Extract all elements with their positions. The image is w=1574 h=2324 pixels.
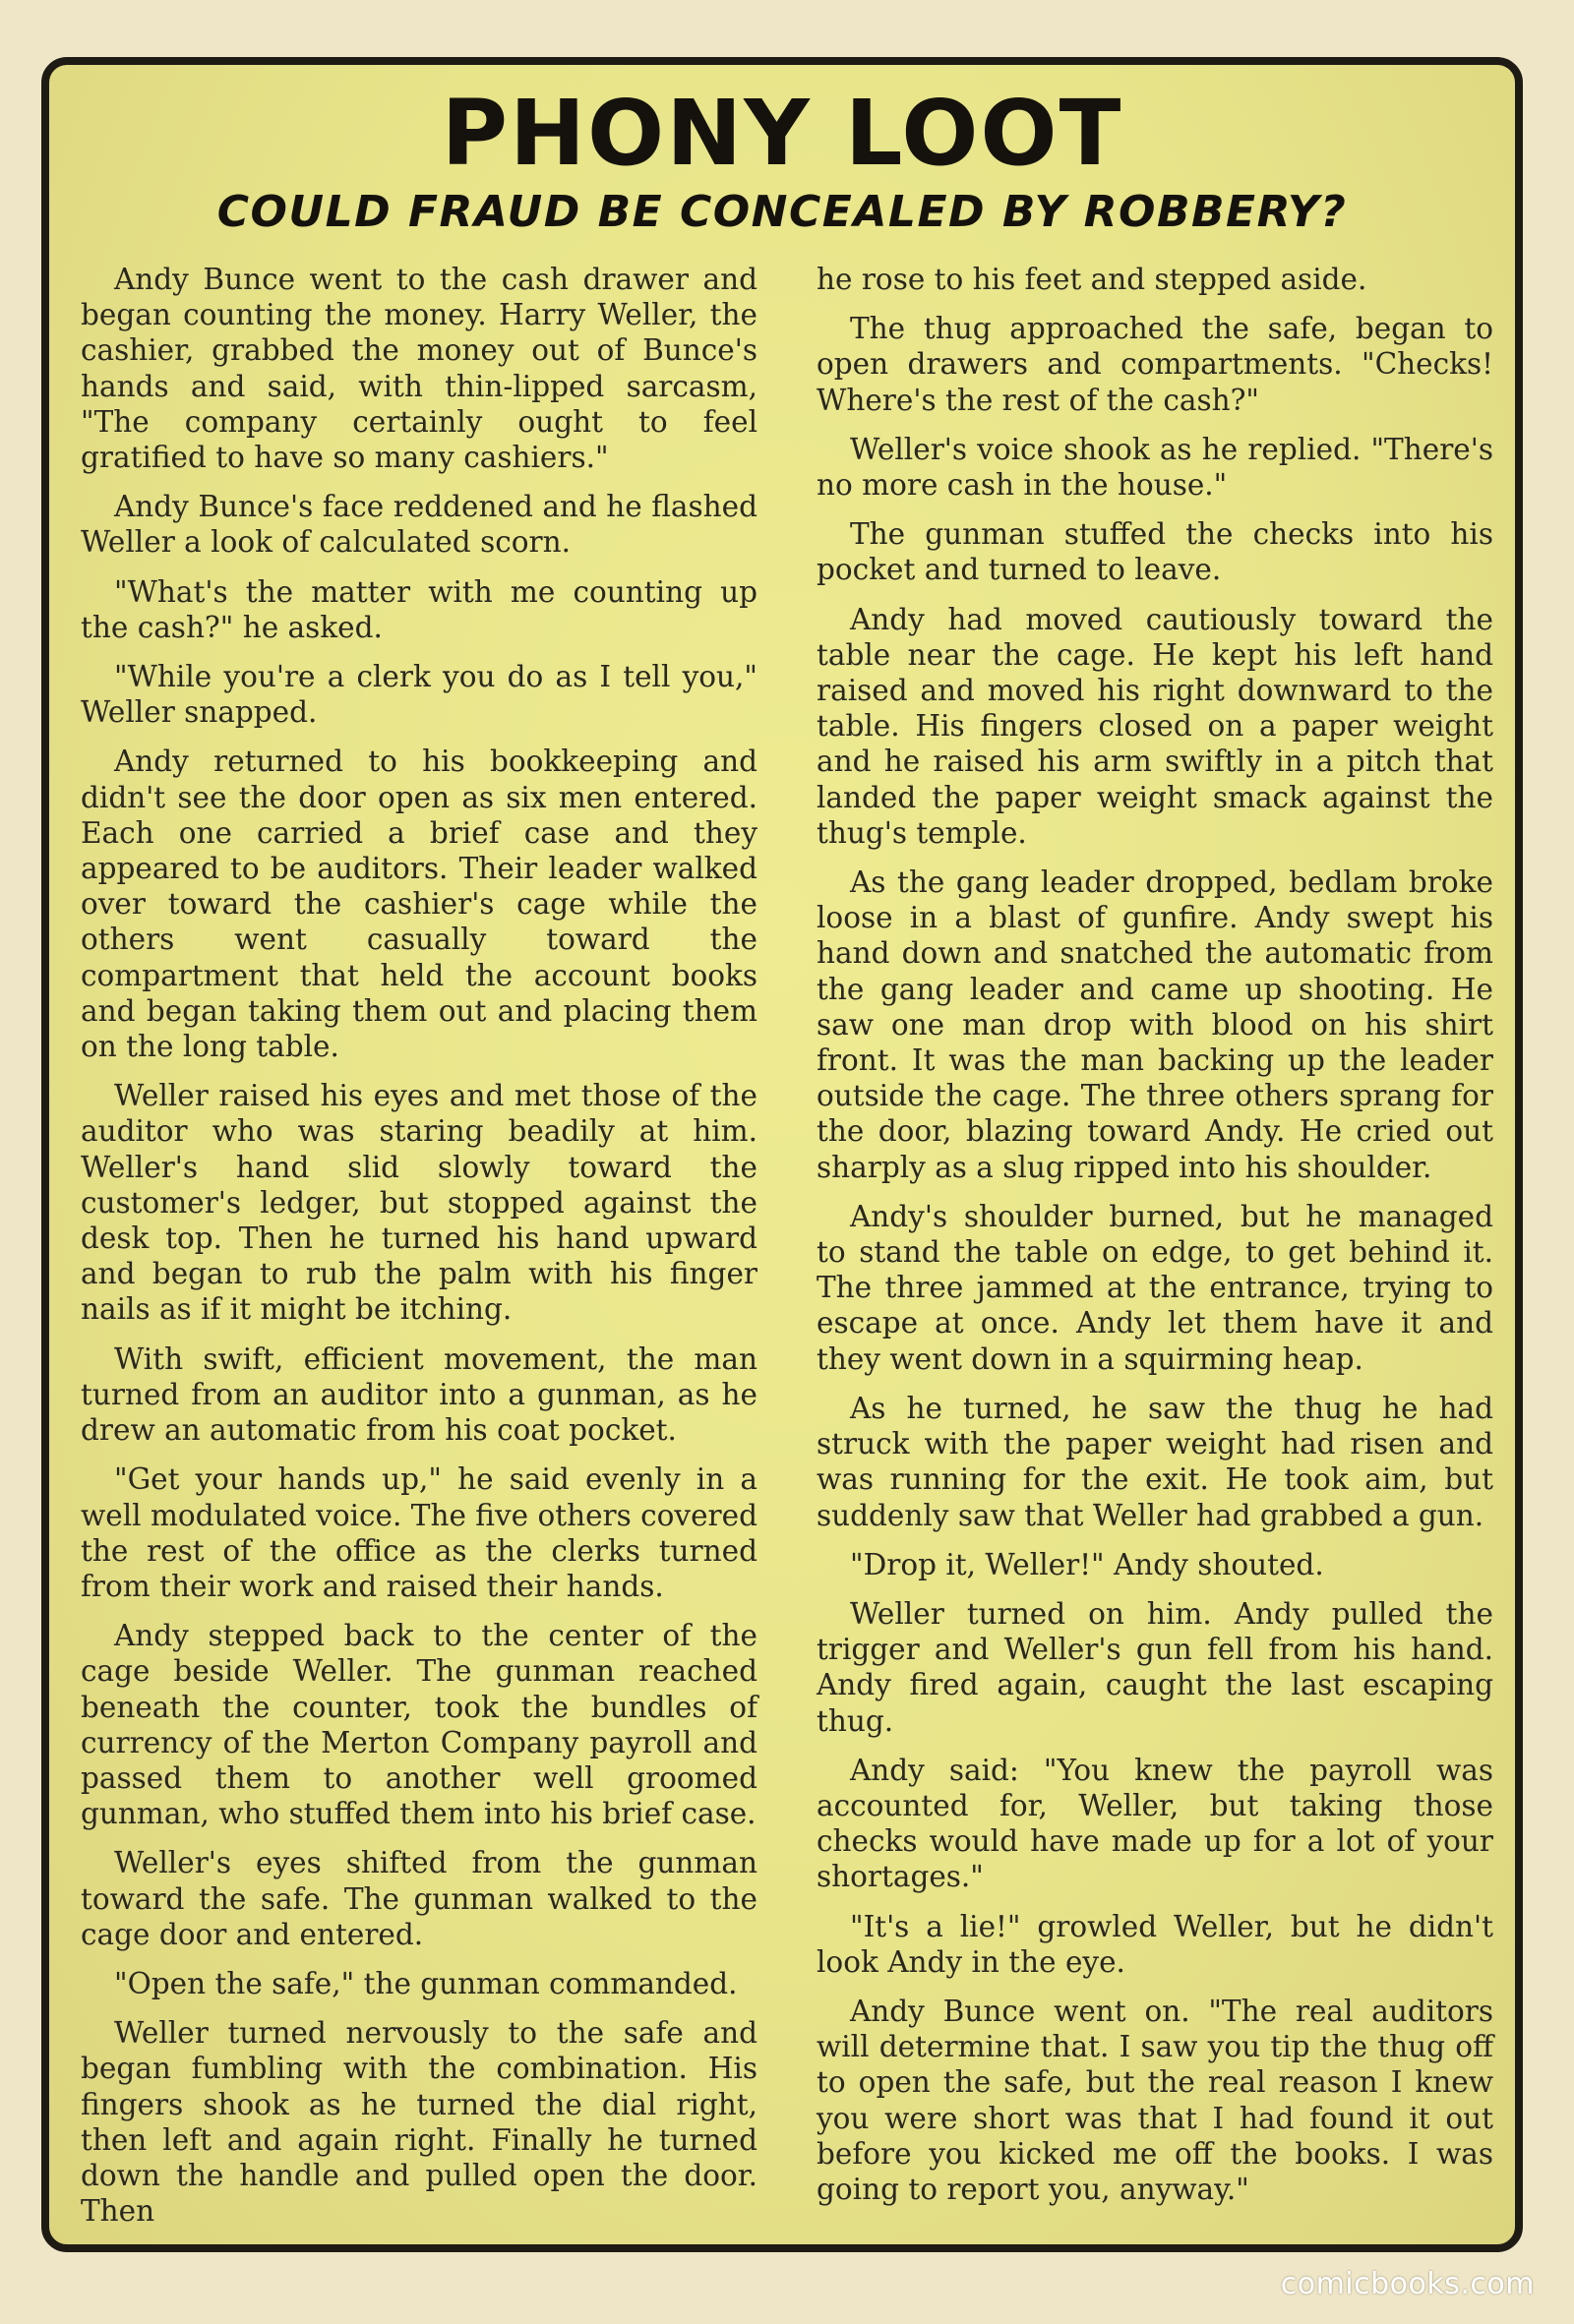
paragraph: Andy's shoulder burned, but he managed to stand the table on edge, to get behind it. The three jammed at the entrance, trying to escape at once. Andy let them have it and they went down in a squirming heap. — [817, 1199, 1493, 1376]
paragraph: "While you're a clerk you do as I tell you," Weller snapped. — [81, 660, 757, 730]
paragraph-continued: he rose to his feet and stepped aside. — [817, 263, 1367, 296]
paragraph: As he turned, he saw the thug he had struck with the paper weight had risen and was running for the exit. He took aim, but suddenly saw that Weller had grabbed a gun. — [817, 1391, 1493, 1532]
left-text-column — [81, 262, 757, 2242]
paragraph: "Get your hands up," he said evenly in a well modulated voice. The five others covered the rest of the office as the clerks turned from their work and raised their hands. — [81, 1462, 757, 1603]
paragraph: With swift, efficient movement, the man turned from an auditor into a gunman, as he drew an automatic from his coat pocket. — [81, 1341, 757, 1448]
right-text-column — [817, 262, 1493, 2221]
paragraph: Andy had moved cautiously toward the table near the cage. He kept his left hand raised and moved his right downward to the table. His fingers closed on a paper weight and he raised his arm swiftly in a pitch that landed the paper weight smack against the thug's temple. — [817, 602, 1493, 850]
paragraph: Andy said: "You knew the payroll was accounted for, Weller, but taking those checks would have made up for a lot of your shortages." — [817, 1753, 1493, 1894]
paragraph: Weller's eyes shifted from the gunman toward the safe. The gunman walked to the cage door and entered. — [81, 1846, 757, 1951]
story-panel — [41, 57, 1523, 2252]
paragraph: Andy Bunce went to the cash drawer and began counting the money. Harry Weller, the cashier, grabbed the money out of Bunce's hands and said, with thin-lipped sarcasm, "The company certainly ought to feel gratified to have so many cashiers." — [81, 263, 757, 475]
paragraph: "It's a lie!" growled Weller, but he didn't look Andy in the eye. — [817, 1909, 1493, 1979]
paragraph: Weller turned nervously to the safe and began fumbling with the combination. His fingers shook as he turned the dial right, then left and again right. Finally he turned down the handle and pulled open the door. Then — [81, 2016, 757, 2229]
paragraph: Andy Bunce went on. "The real auditors will determine that. I saw you tip the thug off to open the safe, but the real reason I knew you were short was that I had found it out before you kicked me off the books. I was going to report you, anyway." — [817, 1994, 1493, 2206]
paragraph: Andy returned to his bookkeeping and didn't see the door open as six men entered. Each one carried a brief case and they appeared to be auditors. Their leader walked over toward the cashier's cage while the others went casually toward the compartment that held the account books and began taking them out and placing them on the long table. — [81, 745, 757, 1064]
paragraph: Weller's voice shook as he replied. "There's no more cash in the house." — [817, 432, 1493, 503]
paragraph: Weller turned on him. Andy pulled the trigger and Weller's gun fell from his hand. Andy fired again, caught the last escaping thug. — [817, 1596, 1493, 1738]
paragraph: Andy Bunce's face reddened and he flashed Weller a look of calculated scorn. — [81, 490, 757, 560]
paragraph: The thug approached the safe, began to open drawers and compartments. "Checks! Where's the rest of the cash?" — [817, 312, 1493, 417]
story-subtitle: COULD FRAUD BE CONCEALED BY ROBBERY? — [216, 187, 1348, 237]
paragraph: As the gang leader dropped, bedlam broke loose in a blast of gunfire. Andy swept his hand down and snatched the automatic from the gang leader and came up shooting. He saw one man drop with blood on his shirt front. It was the man backing up the leader outside the cage. The three others sprang for the door, blazing toward Andy. He cried out sharply as a slug ripped into his shoulder. — [817, 865, 1493, 1184]
paragraph: "Drop it, Weller!" Andy shouted. — [850, 1547, 1324, 1581]
site-watermark: comicbooks.com — [1280, 2267, 1535, 2301]
paragraph: Andy stepped back to the center of the cage beside Weller. The gunman reached beneath the counter, took the bundles of currency of the Merton Company payroll and passed them to another well groomed gunman, who stuffed them into his brief case. — [81, 1619, 757, 1831]
story-title: PHONY LOOT — [441, 81, 1123, 186]
paragraph: "Open the safe," the gunman commanded. — [114, 1966, 738, 2000]
paragraph: The gunman stuffed the checks into his pocket and turned to leave. — [817, 517, 1493, 587]
paragraph: Weller raised his eyes and met those of the auditor who was staring beadily at him. Weller's hand slid slowly toward the customer's ledger, but stopped against the desk top. Then he turned his hand upward and began to rub the palm with his finger nails as if it might be itching. — [81, 1079, 757, 1327]
paragraph: "What's the matter with me counting up the cash?" he asked. — [81, 574, 757, 644]
